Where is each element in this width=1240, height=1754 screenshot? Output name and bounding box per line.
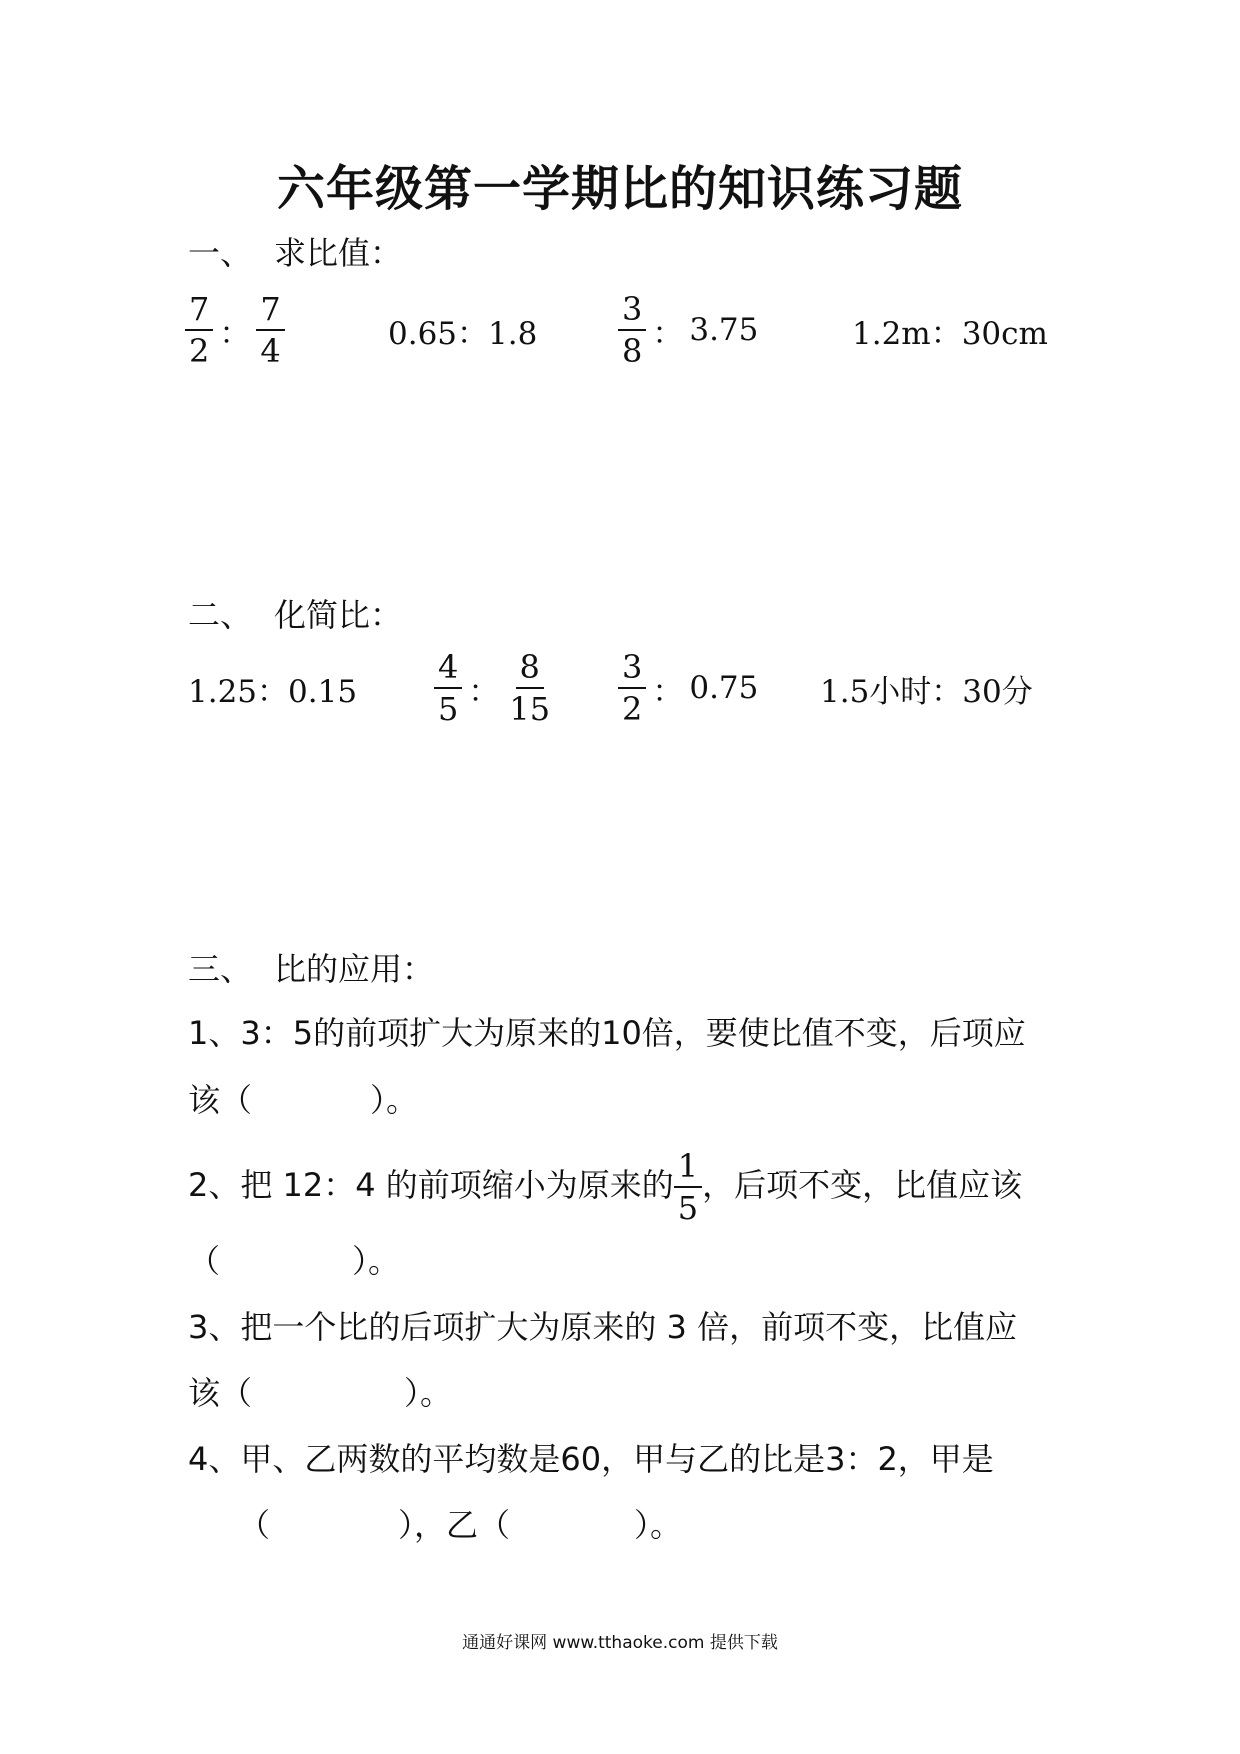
fraction: $\frac{3}{8}$ (618, 293, 646, 367)
fraction: $\frac{1}{5}$ (674, 1150, 702, 1224)
ratio-item: 0.65：1.8 (388, 315, 538, 352)
section-heading-2 (188, 590, 402, 636)
ratio-item: $\frac{3}{8}$ ： 3.75 (618, 290, 758, 370)
section-number: 一、 (188, 234, 253, 272)
ratio-item: $\frac{3}{2}$ ： 0.75 (618, 648, 758, 728)
ratio-row-2 (0, 648, 1240, 728)
question-4-line-1: 4、甲、乙两数的平均数是60，甲与乙的比是3：2，甲是 (188, 1440, 994, 1478)
question-1-line-1: 1、3：5的前项扩大为原来的10倍，要使比值不变，后项应 (188, 1014, 1026, 1052)
fraction: $\frac{7}{4}$ (256, 293, 284, 367)
fraction: $\frac{3}{2}$ (618, 651, 646, 725)
question-3-line-1: 3、把一个比的后项扩大为原来的 3 倍，前项不变，比值应 (188, 1308, 1018, 1346)
section-heading-1 (188, 228, 402, 274)
question-1-line-2: 该（ ）。 (188, 1081, 419, 1119)
section-label: 求比值： (274, 234, 403, 272)
ratio-item: 1.25：0.15 (188, 673, 358, 710)
question-4-line-2: （ ），乙（ ）。 (238, 1506, 683, 1544)
section-heading-3 (188, 944, 434, 990)
ratio-item: $\frac{4}{5}$ ： $\frac{8}{15}$ (434, 648, 554, 728)
question-2-line-2: （ ）。 (188, 1242, 401, 1280)
page-title: 六年级第一学期比的知识练习题 (276, 161, 963, 217)
ratio-row-1 (0, 290, 1240, 370)
ratio-item: 1.5小时：30分 (820, 673, 1033, 710)
ratio-item: $\frac{7}{2}$ ： $\frac{7}{4}$ (185, 290, 285, 370)
section-label: 化简比： (274, 596, 403, 634)
fraction: $\frac{8}{15}$ (509, 648, 551, 728)
fraction: $\frac{7}{2}$ (185, 293, 213, 367)
section-label: 比的应用： (274, 950, 435, 988)
fraction: $\frac{4}{5}$ (434, 651, 462, 725)
footer-credit: 通通好课网 www.tthaoke.com 提供下载 (462, 1633, 778, 1653)
section-number: 三、 (188, 950, 253, 988)
ratio-item: 1.2m：30cm (852, 315, 1048, 352)
question-2-line-1: 2、把 12：4 的前项缩小为原来的 $\frac{1}{5}$ ，后项不变，比值应该 (188, 1147, 1023, 1227)
question-3-line-2: 该（ ）。 (188, 1374, 453, 1412)
section-number: 二、 (188, 596, 253, 634)
